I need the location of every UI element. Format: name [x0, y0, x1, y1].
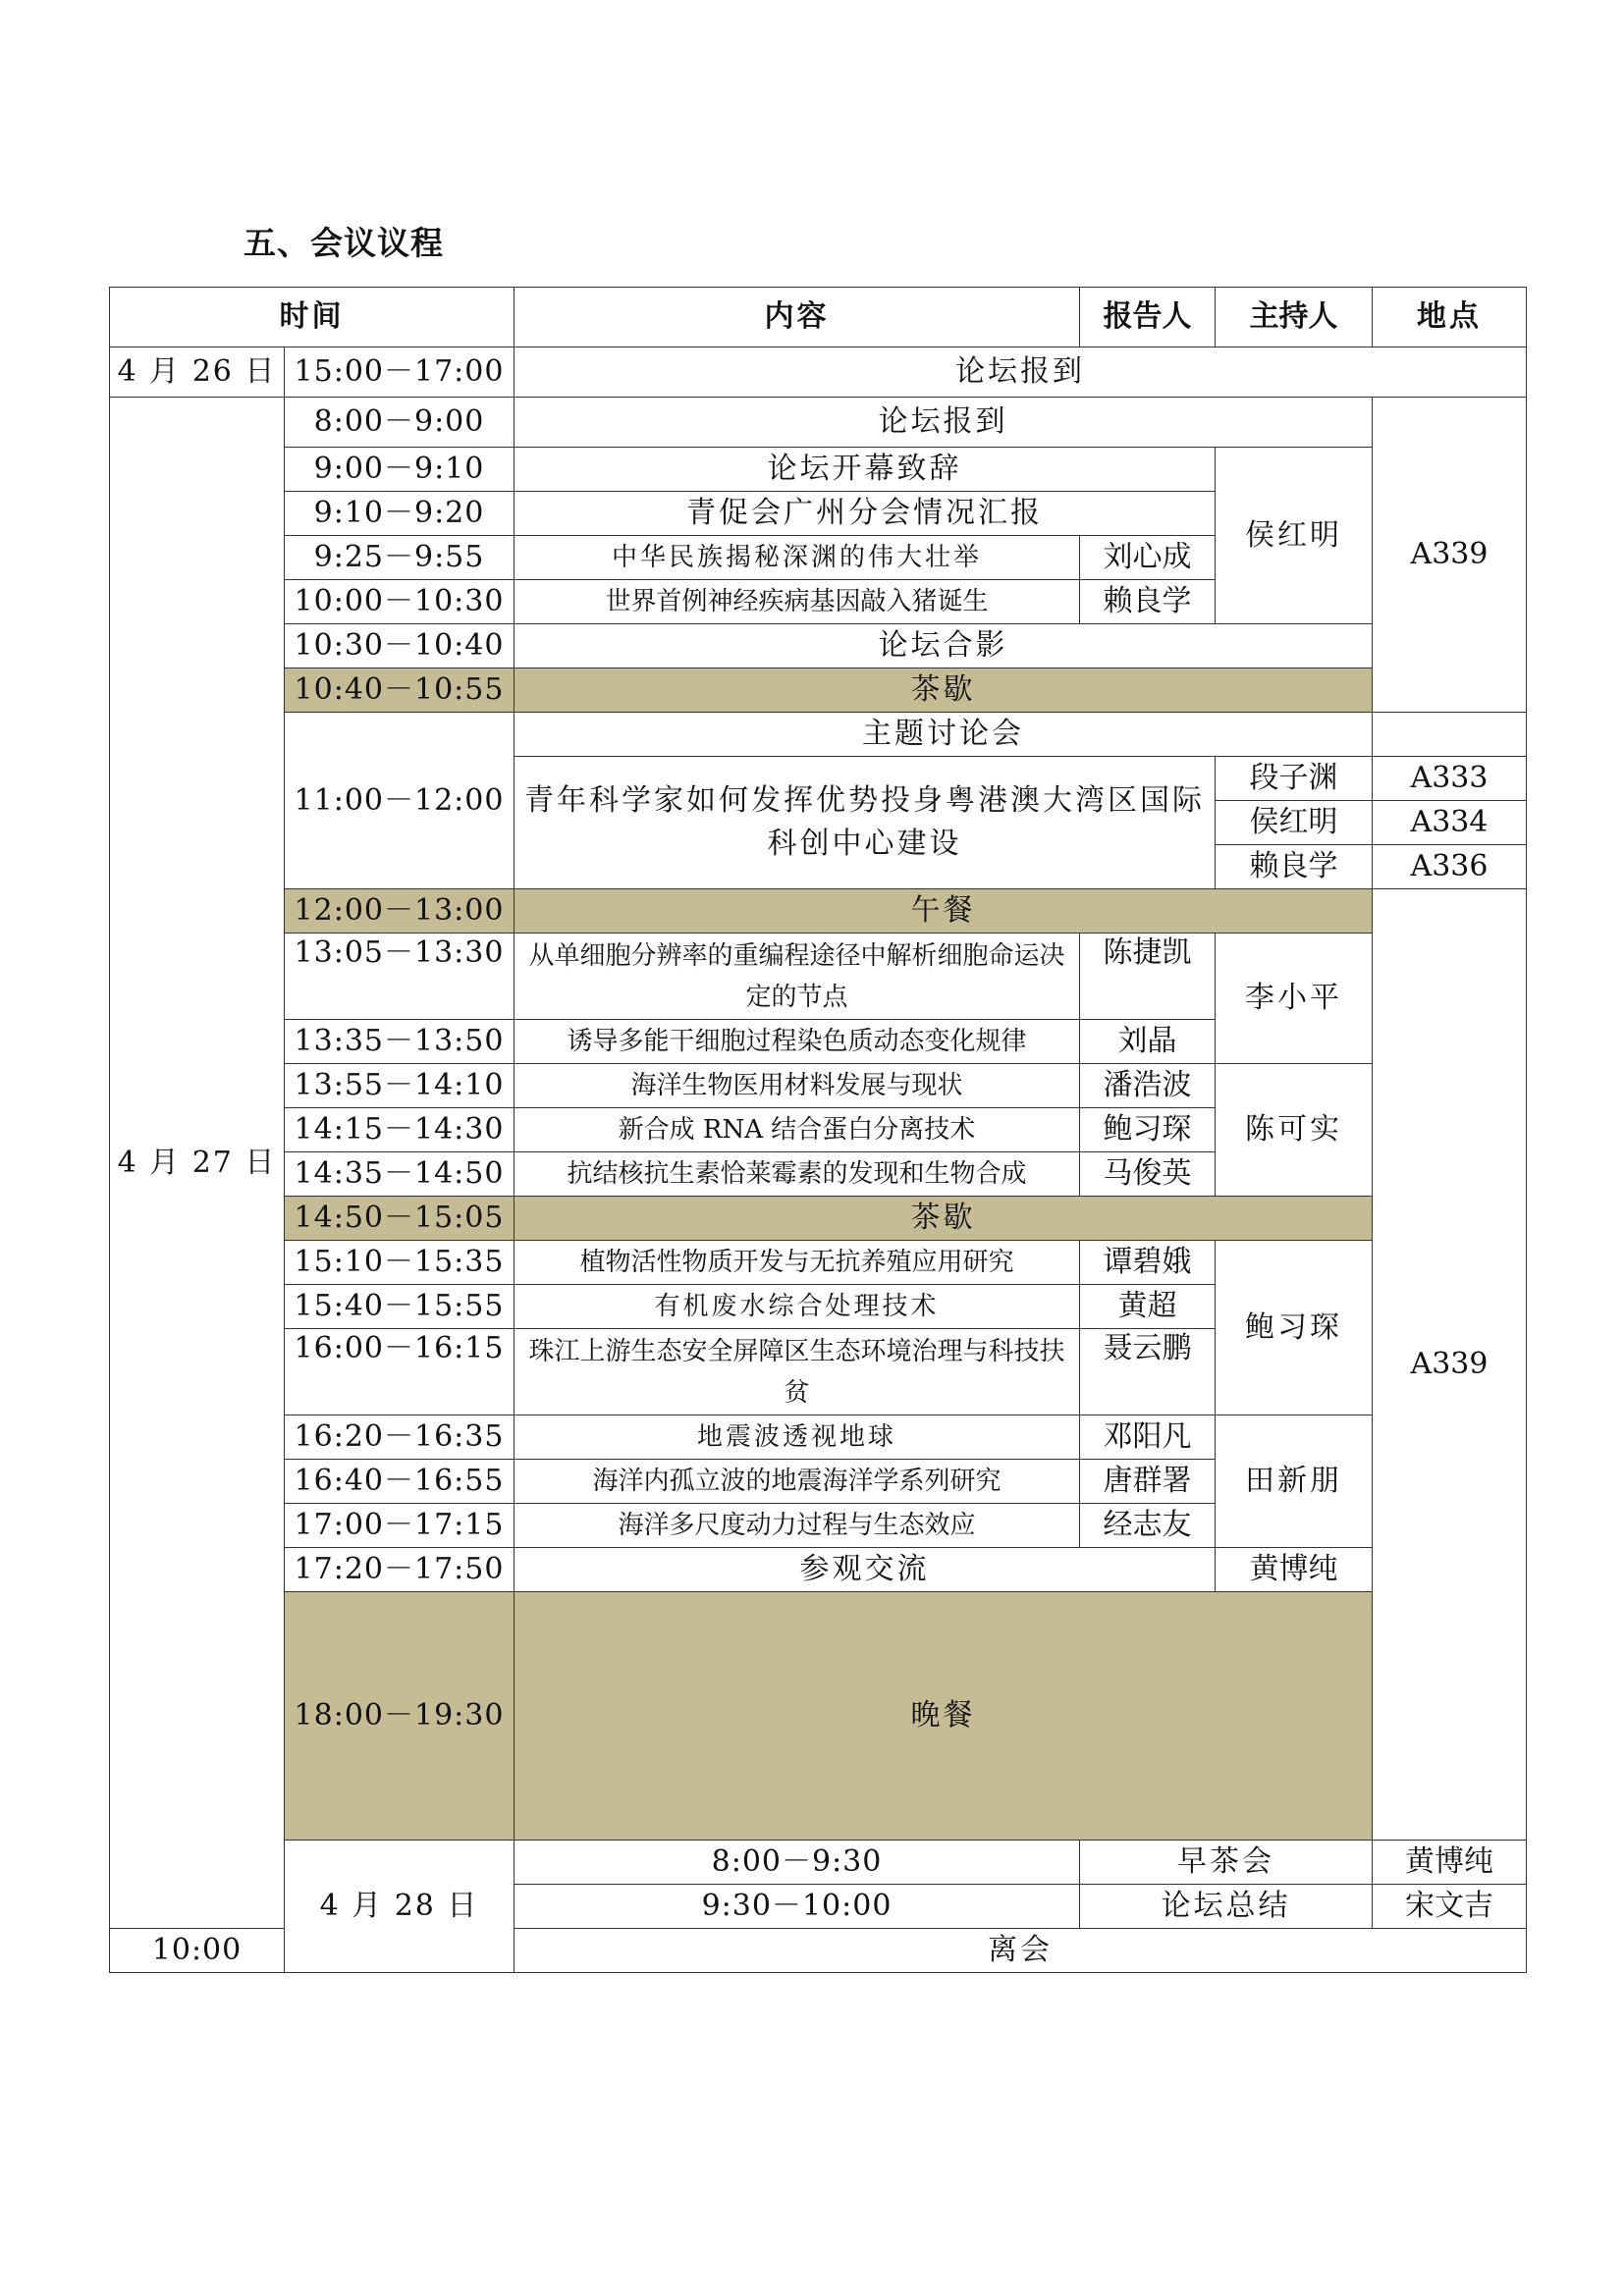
- host-cell: 鲍习琛: [1216, 1241, 1373, 1415]
- table-row: [110, 347, 1527, 398]
- date-cell: 4 月 28 日: [285, 1841, 514, 1973]
- content-cell: 珠江上游生态安全屏障区生态环境治理与科技扶贫: [514, 1329, 1080, 1415]
- header-time: 时间: [110, 288, 514, 347]
- time-cell: 13:55－14:10: [285, 1064, 514, 1108]
- table-row: [110, 1241, 1527, 1285]
- content-cell: 青年科学家如何发挥优势投身粤港澳大湾区国际科创中心建设: [514, 757, 1216, 889]
- time-cell: 9:25－9:55: [285, 536, 514, 580]
- table-row: [110, 1592, 1527, 1841]
- table-row: [110, 1841, 1527, 1885]
- time-cell: 11:00－12:00: [285, 713, 514, 889]
- content-cell: 主题讨论会: [514, 713, 1373, 757]
- host-cell: 段子渊: [1216, 757, 1373, 801]
- content-cell: 论坛报到: [514, 347, 1527, 398]
- host-cell: 黄博纯: [1216, 1548, 1373, 1592]
- table-row: [110, 1064, 1527, 1108]
- time-cell: 14:15－14:30: [285, 1108, 514, 1152]
- time-cell: 14:50－15:05: [285, 1197, 514, 1241]
- time-cell: 9:10－9:20: [285, 492, 514, 536]
- header-host: 主持人: [1216, 288, 1373, 347]
- speaker-cell: 陈捷凯: [1080, 934, 1216, 1020]
- content-cell: 午餐: [514, 889, 1373, 934]
- host-cell: 李小平: [1216, 934, 1373, 1064]
- location-cell: A333: [1373, 757, 1527, 801]
- content-cell: 茶歇: [514, 668, 1373, 713]
- speaker-cell: 赖良学: [1080, 580, 1216, 624]
- content-cell: 青促会广州分会情况汇报: [514, 492, 1216, 536]
- speaker-cell: 聂云鹏: [1080, 1329, 1216, 1415]
- time-cell: 17:20－17:50: [285, 1548, 514, 1592]
- speaker-cell: 黄超: [1080, 1285, 1216, 1329]
- location-cell: A336: [1373, 845, 1527, 889]
- table-row: [110, 1548, 1527, 1592]
- content-cell: 海洋内孤立波的地震海洋学系列研究: [514, 1460, 1080, 1504]
- table-row: [110, 398, 1527, 448]
- time-cell: 15:40－15:55: [285, 1285, 514, 1329]
- table-row: [110, 624, 1527, 668]
- content-cell: 新合成 RNA 结合蛋白分离技术: [514, 1108, 1080, 1152]
- header-speaker: 报告人: [1080, 288, 1216, 347]
- content-cell: 茶歇: [514, 1197, 1373, 1241]
- speaker-cell: 刘晶: [1080, 1020, 1216, 1064]
- host-cell: 赖良学: [1216, 845, 1373, 889]
- host-cell: 黄博纯: [1373, 1841, 1527, 1885]
- location-cell: A339: [1373, 889, 1527, 1841]
- speaker-cell: 马俊英: [1080, 1152, 1216, 1197]
- content-cell: 地震波透视地球: [514, 1415, 1080, 1460]
- time-cell: 15:00－17:00: [285, 347, 514, 398]
- host-cell: 陈可实: [1216, 1064, 1373, 1197]
- content-cell: 世界首例神经疾病基因敲入猪诞生: [514, 580, 1080, 624]
- time-cell: 17:00－17:15: [285, 1504, 514, 1548]
- time-cell: 16:00－16:15: [285, 1329, 514, 1415]
- time-cell: 14:35－14:50: [285, 1152, 514, 1197]
- content-cell: 抗结核抗生素恰莱霉素的发现和生物合成: [514, 1152, 1080, 1197]
- host-cell: 侯红明: [1216, 801, 1373, 845]
- content-cell: 中华民族揭秘深渊的伟大壮举: [514, 536, 1080, 580]
- time-cell: 13:05－13:30: [285, 934, 514, 1020]
- time-cell: 12:00－13:00: [285, 889, 514, 934]
- time-cell: 9:00－9:10: [285, 448, 514, 492]
- speaker-cell: 唐群署: [1080, 1460, 1216, 1504]
- speaker-cell: 潘浩波: [1080, 1064, 1216, 1108]
- speaker-cell: 鲍习琛: [1080, 1108, 1216, 1152]
- content-cell: 从单细胞分辨率的重编程途径中解析细胞命运决定的节点: [514, 934, 1080, 1020]
- content-cell: 论坛总结: [1080, 1885, 1373, 1929]
- time-cell: 10:00－10:30: [285, 580, 514, 624]
- content-cell: 论坛开幕致辞: [514, 448, 1216, 492]
- table-row: [110, 934, 1527, 1020]
- time-cell: 8:00－9:00: [285, 398, 514, 448]
- content-cell: 晚餐: [514, 1592, 1373, 1841]
- table-row: [110, 889, 1527, 934]
- date-cell: 4 月 26 日: [110, 347, 285, 398]
- speaker-cell: 邓阳凡: [1080, 1415, 1216, 1460]
- table-row: [110, 668, 1527, 713]
- header-row: [110, 288, 1527, 347]
- content-cell: 离会: [514, 1929, 1527, 1973]
- host-cell: 田新朋: [1216, 1415, 1373, 1548]
- time-cell: 9:30－10:00: [514, 1885, 1080, 1929]
- time-cell: 8:00－9:30: [514, 1841, 1080, 1885]
- agenda-table: [109, 287, 1527, 1973]
- location-cell: [1373, 713, 1527, 757]
- location-cell: A339: [1373, 398, 1527, 713]
- content-cell: 海洋多尺度动力过程与生态效应: [514, 1504, 1080, 1548]
- content-cell: 海洋生物医用材料发展与现状: [514, 1064, 1080, 1108]
- header-location: 地点: [1373, 288, 1527, 347]
- host-cell: 宋文吉: [1373, 1885, 1527, 1929]
- speaker-cell: 刘心成: [1080, 536, 1216, 580]
- location-cell: A334: [1373, 801, 1527, 845]
- content-cell: 论坛报到: [514, 398, 1373, 448]
- content-cell: 参观交流: [514, 1548, 1216, 1592]
- time-cell: 10:40－10:55: [285, 668, 514, 713]
- date-cell: 4 月 27 日: [110, 398, 285, 1929]
- content-cell: 早茶会: [1080, 1841, 1373, 1885]
- content-cell: 论坛合影: [514, 624, 1373, 668]
- time-cell: 13:35－13:50: [285, 1020, 514, 1064]
- time-cell: 18:00－19:30: [285, 1592, 514, 1841]
- content-cell: 植物活性物质开发与无抗养殖应用研究: [514, 1241, 1080, 1285]
- time-cell: 10:00: [110, 1929, 285, 1973]
- content-cell: 有机废水综合处理技术: [514, 1285, 1080, 1329]
- table-row: [110, 448, 1527, 492]
- table-row: [110, 1415, 1527, 1460]
- time-cell: 16:20－16:35: [285, 1415, 514, 1460]
- content-cell: 诱导多能干细胞过程染色质动态变化规律: [514, 1020, 1080, 1064]
- table-row: [110, 713, 1527, 757]
- header-content: 内容: [514, 288, 1080, 347]
- speaker-cell: 经志友: [1080, 1504, 1216, 1548]
- time-cell: 16:40－16:55: [285, 1460, 514, 1504]
- time-cell: 15:10－15:35: [285, 1241, 514, 1285]
- speaker-cell: 谭碧娥: [1080, 1241, 1216, 1285]
- time-cell: 10:30－10:40: [285, 624, 514, 668]
- section-title: 五、会议议程: [244, 224, 444, 262]
- table-row: [110, 1197, 1527, 1241]
- host-cell: 侯红明: [1216, 448, 1373, 624]
